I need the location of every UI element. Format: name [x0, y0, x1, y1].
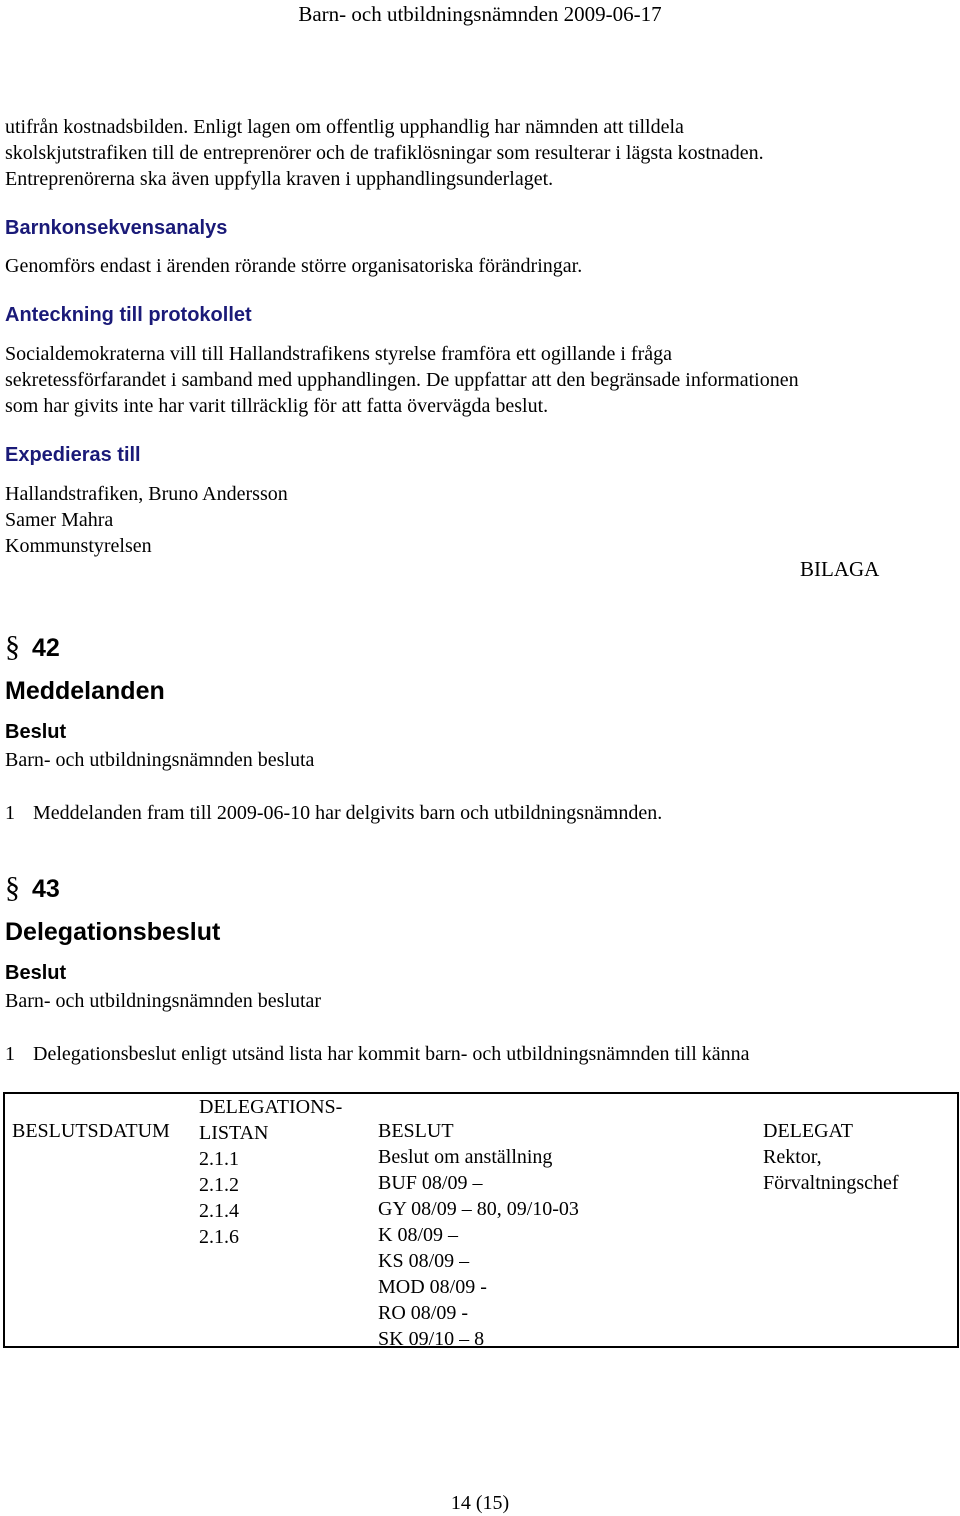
- section-42-decision-intro: Barn- och utbildningsnämnden besluta: [5, 749, 315, 771]
- delegat-item: Förvaltningschef: [763, 1172, 899, 1194]
- beslut-item: BUF 08/09 –: [378, 1172, 483, 1194]
- section-42-item-text: Meddelanden fram till 2009-06-10 har delgivits barn och utbildningsnämnden.: [33, 802, 663, 824]
- section-43-decision-intro: Barn- och utbildningsnämnden beslutar: [5, 990, 322, 1012]
- beslut-item: RO 08/09 -: [378, 1302, 468, 1324]
- page-number: 14 (15): [450, 1492, 510, 1514]
- paragraph-symbol: §: [5, 871, 20, 904]
- beslut-item: KS 08/09 –: [378, 1250, 470, 1272]
- section-43-title: Delegationsbeslut: [5, 918, 221, 946]
- section-42-beslut-label: Beslut: [5, 721, 67, 743]
- header-beslutsdatum: BESLUTSDATUM: [12, 1120, 170, 1142]
- section-42-number: [5, 630, 60, 664]
- header-delegat: DELEGAT: [763, 1120, 853, 1142]
- section-43-number-text: 43: [32, 875, 60, 903]
- anteckning-line-3: som har givits inte har varit tillräcklig för att fatta övervägda beslut.: [5, 395, 549, 417]
- expedieras-heading: Expedieras till: [5, 444, 141, 466]
- intro-line-2: skolskjutstrafiken till de entreprenörer och de trafiklösningar som resulterar i lägsta kostnaden.: [5, 142, 764, 164]
- barnkonsekvens-heading: Barnkonsekvensanalys: [5, 217, 228, 239]
- recipient-1: Hallandstrafiken, Bruno Andersson: [5, 483, 288, 505]
- barnkonsekvens-text: Genomförs endast i ärenden rörande större organisatoriska förändringar.: [5, 255, 583, 277]
- anteckning-heading: Anteckning till protokollet: [5, 304, 252, 326]
- section-43-item-text: Delegationsbeslut enligt utsänd lista har kommit barn- och utbildningsnämnden till känna: [33, 1043, 750, 1065]
- intro-line-3: Entreprenörerna ska även uppfylla kraven i upphandlingsunderlaget.: [5, 168, 554, 190]
- delegat-column: [763, 1118, 899, 1196]
- beslut-item: SK 09/10 – 8: [378, 1328, 485, 1350]
- section-43-number: [5, 871, 60, 905]
- page-header-title: Barn- och utbildningsnämnden 2009-06-17: [298, 2, 662, 26]
- section-42-number-text: 42: [32, 634, 60, 662]
- beslut-item: Beslut om anställning: [378, 1146, 553, 1168]
- recipient-2: Samer Mahra: [5, 509, 114, 531]
- listan-item: 2.1.1: [199, 1148, 239, 1170]
- anteckning-line-2: sekretessförfarandet i samband med upphandlingen. De uppfattar att den begränsade informationen: [5, 369, 799, 391]
- header-beslut: BESLUT: [378, 1120, 454, 1142]
- listan-item: 2.1.2: [199, 1174, 239, 1196]
- beslut-item: MOD 08/09 -: [378, 1276, 487, 1298]
- delegation-table: [3, 1092, 959, 1348]
- delegat-item: Rektor,: [763, 1146, 822, 1168]
- section-42-item-number: 1: [5, 802, 15, 824]
- listan-item: 2.1.6: [199, 1226, 239, 1248]
- header-listan-line-2: LISTAN: [199, 1122, 269, 1144]
- beslut-item: K 08/09 –: [378, 1224, 458, 1246]
- section-43-beslut-label: Beslut: [5, 962, 67, 984]
- listan-column: [199, 1094, 342, 1250]
- listan-item: 2.1.4: [199, 1200, 239, 1222]
- beslut-item: GY 08/09 – 80, 09/10-03: [378, 1198, 579, 1220]
- intro-line-1: utifrån kostnadsbilden. Enligt lagen om offentlig upphandlig har nämnden att tilldela: [5, 116, 684, 138]
- paragraph-symbol: §: [5, 630, 20, 663]
- anteckning-line-1: Socialdemokraterna vill till Hallandstrafikens styrelse framföra ett ogillande i fråga: [5, 343, 672, 365]
- section-42-title: Meddelanden: [5, 677, 165, 705]
- section-43-item-number: 1: [5, 1043, 15, 1065]
- header-listan-line-1: DELEGATIONS-: [199, 1096, 343, 1118]
- recipient-3: Kommunstyrelsen: [5, 535, 152, 557]
- bilaga-label: BILAGA: [800, 557, 880, 581]
- beslut-column: [378, 1118, 579, 1352]
